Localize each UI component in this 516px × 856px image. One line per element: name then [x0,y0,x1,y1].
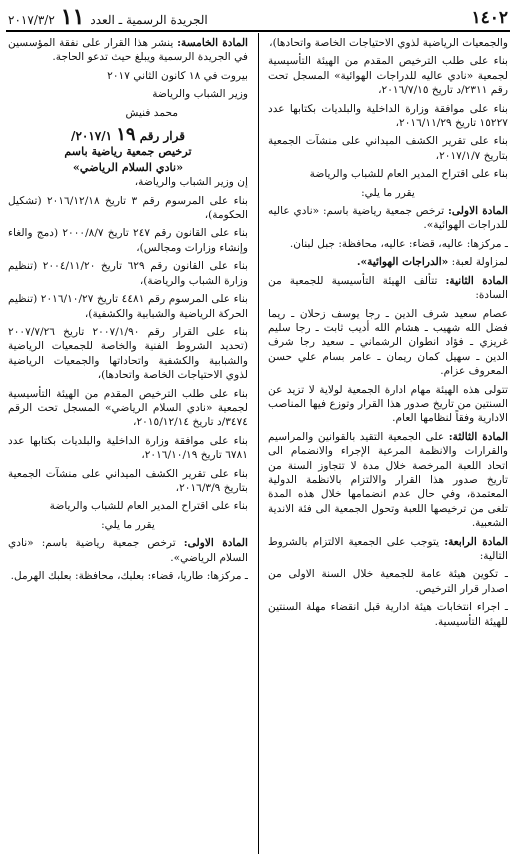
decides-line: يقرر ما يلي: [101,518,155,531]
paragraph: بناء على القرار رقم ٢٠٠٧/١/٩٠ تاريخ ٢٠٠٧/٧/٢٦ (تحديد الشروط الفنية والخاصة للجمعيات الرياضية والشبابية والكشفية واتحاداتها والجمعيات الرياضية لذوي الاحتياجات الخاصة واتحادها)، [8,325,248,382]
paragraph: بناء على موافقة وزارة الداخلية والبلديات بكتابها عدد ١٥٢٢٧ تاريخ ٢٠١٦/١١/٢٩، [268,102,508,130]
article-label: المادة الاولى: [448,205,508,218]
paragraph: بناء على تقرير الكشف الميداني على منشآت الجمعية بتاريخ ٢٠١٧/١/٧، [268,135,508,162]
decree-date: ٢٠١٧/١/ [71,129,113,144]
article-1 [8,536,248,565]
article-text: على الجمعية التقيد بالقوانين والمراسيم والقرارات والانظمة المرعية الإجراء والانضمام الى اتحاد اللعبة المرخصة خلال مدة لا تتجاوز السنة من تاريخ صدور هذا القرار والالتزام بالانظمة الدولية المعتمدة، وفي حال عدم انضمامها خلال هذه المدة تلغى من ترخيصها اللعبة وتحول الجمعية الى فئة الاندية الشعبية. [268,430,508,530]
column-divider [258,33,259,854]
article-text: ترخص جمعية رياضية باسم: «نادي السلام الرياضي». [8,537,248,564]
decree-prefix: قرار رقم [139,129,185,144]
page-header [8,4,508,28]
article-label: المادة الرابعة: [444,535,508,548]
decree-title [8,124,248,146]
article-text: ينشر هذا القرار على نفقة المؤسسين في الجريدة الرسمية ويبلغ حيث تدعو الحاجة. [8,37,248,64]
signature-title: وزير الشباب والرياضة [152,88,248,101]
decree-subtitle: ترخيص جمعية رياضية باسم [64,144,192,159]
article-1 [268,204,508,233]
paragraph: بناء على اقتراح المدير العام للشباب والرياضة [49,500,248,513]
signature-name: محمد فنيش [125,106,178,119]
article-5 [8,36,248,65]
right-column [268,36,508,854]
paragraph: بناء على المرسوم رقم ٣ تاريخ ٢٠١٦/١٢/١٨ (تشكيل الحكومة)، [8,194,248,222]
sport-name: «الدراجات الهوائية». [356,256,449,269]
paragraph: بناء على القانون رقم ٢٤٧ تاريخ ٢٠٠٠/٨/٧ (دمج والغاء وإنشاء وزارات ومجالس)، [8,227,248,254]
paragraph: بناء على موافقة وزارة الداخلية والبلديات بكتابها عدد ٦٧٨١ تاريخ ٢٠١٦/١٠/١٩، [8,434,248,462]
article-label: المادة الخامسة: [177,37,248,49]
article-3 [268,430,508,531]
founders-list: عصام سعيد شرف الدين ـ رجا يوسف زحلان ـ ريما فضل الله شهيب ـ هشام الله أديب ثابت ـ رجا سليم غريزي ـ فؤاد انطوان الرشماني ـ سعيد رجا شرف الدين ـ سهيل كمان ريمان ـ عامر بسام علي حسن المعروف عزام. [268,307,508,378]
article-text: تتألف الهيئة التأسيسية للجمعية من السادة: [268,274,508,302]
issue-date: ٢٠١٧/٣/٢ [8,13,55,27]
article-text: ترخص جمعية رياضية باسم: «نادي عاليه للدراجات الهوائية». [268,205,508,232]
journal-name: الجريدة الرسمية ـ العدد [90,13,208,27]
article-text: يتوجب على الجمعية الالتزام بالشروط التالية: [268,535,508,562]
paragraph: ـ مركزها: طاريا، قضاء: بعلبك، محافظة: بعلبك الهرمل. [10,570,248,582]
article-label: المادة الثانية: [445,274,508,287]
sport-prefix: لمزاولة لعبة: [448,256,508,269]
paragraph: بناء على طلب الترخيص المقدم من الهيئة التأسيسية لجمعية «نادي السلام الرياضي» المسجل تحت الرقم ٣٤٧٤/د تاريخ ٢٠١٥/١٢/١٤، [8,387,248,429]
issue-number: ١١ [60,4,85,30]
article-label: المادة الثالثة: [448,430,508,443]
paragraph: بناء على طلب الترخيص المقدم من الهيئة التأسيسية لجمعية «نادي عاليه للدراجات الهوائية» المسجل تحت رقم ٢٣١١/د تاريخ ٢٠١٦/٧/١٥، [268,55,508,97]
club-name: «نادي السلام الرياضي» [72,159,184,174]
header-rule [6,30,510,32]
decides-line: يقرر ما يلي: [361,186,415,199]
left-column [8,36,248,854]
article-4 [268,535,508,564]
article-label: المادة الاولى: [183,537,248,550]
page-number: ١٤٠٢ [471,8,508,28]
decree-number: ١٩ [116,124,136,146]
article-2 [268,274,508,303]
paragraph: والجمعيات الرياضية لذوي الاحتياجات الخاصة واتحادها)، [269,37,508,49]
condition-item: ـ تكوين هيئة عامة للجمعية خلال السنة الاولى من اصدار قرار الترخيص. [268,568,508,595]
sport-line [268,255,508,269]
paragraph: بناء على تقرير الكشف الميداني على منشآت الجمعية بتاريخ ٢٠١٦/٣/٩، [8,467,248,494]
signature-place-date: بيروت في ١٨ كانون الثاني ٢٠١٧ [107,69,248,82]
paragraph: بناء على اقتراح المدير العام للشباب والرياضة [309,168,508,181]
paragraph: بناء على القانون رقم ٦٢٩ تاريخ ٢٠٠٤/١١/٢٠ (تنظيم وزارة الشباب والرياضة)، [8,260,248,287]
paragraph: إن وزير الشباب والرياضة، [134,176,248,189]
issue-line [8,6,208,28]
condition-item: ـ اجراء انتخابات هيئة ادارية قبل انقضاء مهلة السنتين للهيئة التأسيسية. [268,601,508,628]
paragraph: بناء على المرسوم رقم ٤٤٨١ تاريخ ٢٠١٦/١٠/٢٧ (تنظيم الحركة الرياضية والشبابية والكشفية)، [8,293,248,320]
paragraph: تتولى هذه الهيئة مهام ادارة الجمعية لولاية لا تزيد عن السنتين من تاريخ صدور هذا القرار وتوزع فيها المناصب الادارية وفقاً لنظامها العام. [268,383,508,425]
paragraph: ـ مركزها: عاليه، قضاء: عاليه، محافظة: جبل لبنان. [289,237,508,250]
